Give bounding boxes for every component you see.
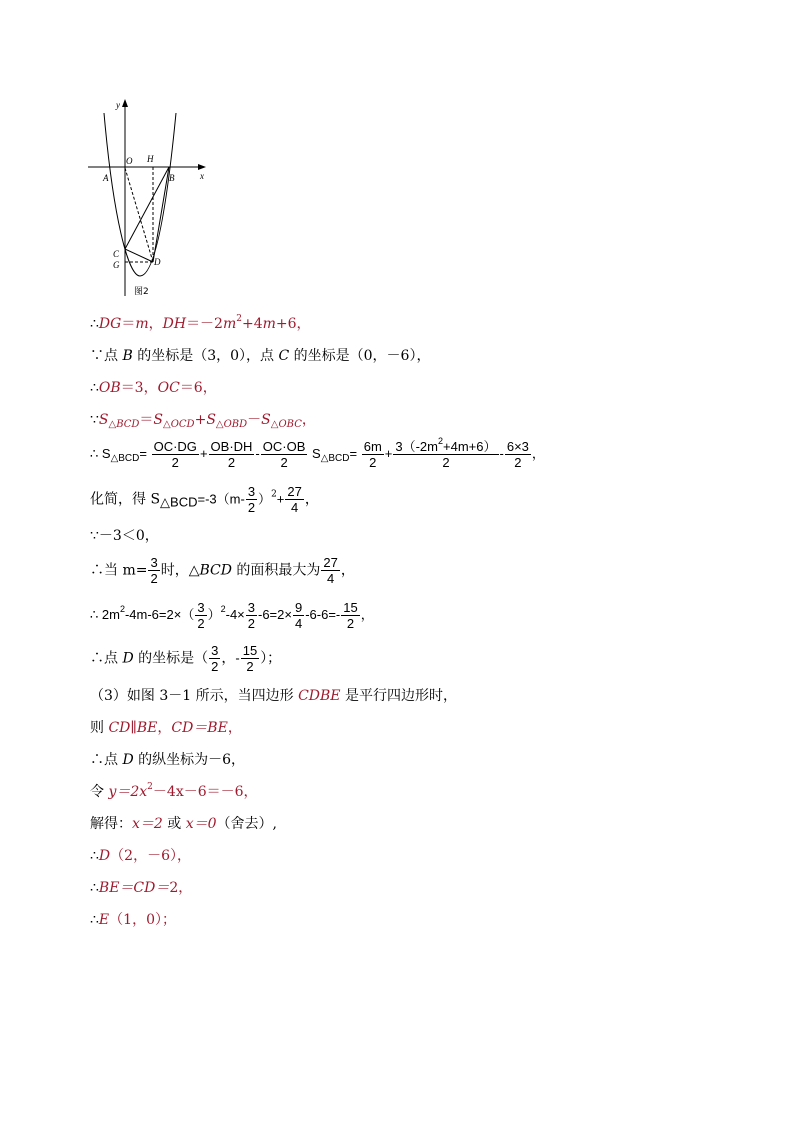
parabola-figure <box>88 96 213 301</box>
label-H: H <box>147 154 154 164</box>
fraction: $\frac{6\times 3}{2}$ <box>506 439 529 470</box>
solution-line-14: 令 $y=2x^2-4x-6=-6$， <box>90 782 258 800</box>
solution-line-5: ∴ $S_{\triangle BCD}=$ $\frac{OC\cdot DG}{2}$ + $\frac{OB\cdot DH}{2}$ - $\frac{OC\cdot OB}{2}$ $S_{\triangle BCD}=$ $\frac{6m}{2}$ + $\frac{3(-2m^2+4m+6)}{2}$ - $\frac{6\times 3}{2}$ ， <box>90 436 545 470</box>
solution-line-4: $\because S_{\triangle BCD}=S_{\triangle OCD}+S_{\triangle OBD}-S_{\triangle OBC}$， <box>90 412 316 430</box>
segment-OD <box>125 168 153 262</box>
label-B: B <box>169 173 175 183</box>
solution-line-2: ∵点 B 的坐标是（3，0），点 C 的坐标是（0，－6）， <box>90 348 431 364</box>
label-D: D <box>154 257 161 267</box>
solution-line-11: （3）如图 3－1 所示，当四边形 CDBE 是平行四边形时， <box>90 688 457 704</box>
y-axis-arrow <box>122 99 128 107</box>
solution-line-17: ∴BE＝CD＝2， <box>90 880 193 896</box>
fraction: $\frac{15}{2}$ <box>343 600 358 631</box>
fraction: $\frac{15}{2}$ <box>242 643 258 674</box>
fraction: $\frac{3}{2}$ <box>247 600 255 631</box>
segment-CD <box>125 249 153 262</box>
solution-line-7: ∵－3＜0， <box>90 528 159 544</box>
label-y: y <box>116 100 120 110</box>
solution-line-10: ∴点 D 的坐标是（ $\frac{3}{2}$ ，- $\frac{15}{2}$ ）； <box>90 643 282 674</box>
solution-line-18: ∴E（1，0）； <box>90 912 176 928</box>
fraction: $\frac{3}{2}$ <box>197 600 205 631</box>
label-G: G <box>113 260 120 270</box>
x-axis-arrow <box>198 164 206 170</box>
fraction: $\frac{9}{4}$ <box>294 600 303 631</box>
solution-line-3: ∴OB＝3，OC＝6， <box>90 380 217 396</box>
fraction: $\frac{3(-2m^2+4m+6)}{2}$ <box>395 436 497 470</box>
fraction: $\frac{OC\cdot DG}{2}$ <box>153 439 197 470</box>
label-x: x <box>200 171 204 181</box>
solution-line-9: ∴ $2m^2-4m-6=2\times$（ $\frac{3}{2}$ ）$^2$-4× $\frac{3}{2}$ -6=2× $\frac{9}{4}$ -6-6=- $\frac{15}{2}$ ， <box>90 600 374 631</box>
label-O: O <box>126 156 133 166</box>
fraction: $\frac{OC\cdot OB}{2}$ <box>262 439 306 470</box>
solution-line-8: ∴当 m= $\frac{3}{2}$ 时，△BCD 的面积最大为 $\frac{27}{4}$ ， <box>90 555 355 586</box>
solution-line-12: 则 CD∥BE，CD＝BE， <box>90 720 242 736</box>
fraction: $\frac{27}{4}$ <box>323 555 338 586</box>
fraction: $\frac{3}{2}$ <box>211 643 219 674</box>
figure-caption: 图2 <box>134 287 149 297</box>
solution-line-16: ∴D（2，－6）， <box>90 848 191 864</box>
label-C: C <box>113 249 120 259</box>
fraction: $\frac{6m}{2}$ <box>363 439 382 470</box>
label-A: A <box>103 173 109 183</box>
fraction: $\frac{3}{2}$ <box>247 484 256 515</box>
fraction: $\frac{3}{2}$ <box>150 555 158 586</box>
therefore-symbol: ∴ <box>90 316 99 332</box>
fraction: $\frac{OB\cdot DH}{2}$ <box>210 439 253 470</box>
solution-line-6: 化简，得 $S_{\triangle BCD}=-3(m-$ $\frac{3}{2}$ ）$^2$+ $\frac{27}{4}$ ， <box>90 484 319 515</box>
solution-line-15: 解得：x＝2 或 x＝0（舍去）, <box>90 816 277 832</box>
fraction: $\frac{27}{4}$ <box>287 484 302 515</box>
solution-line-1: ∴DG＝m，$DH=-2m^2+4m+6$， <box>90 314 311 332</box>
solution-line-13: ∴点 D 的纵坐标为－6， <box>90 752 246 768</box>
